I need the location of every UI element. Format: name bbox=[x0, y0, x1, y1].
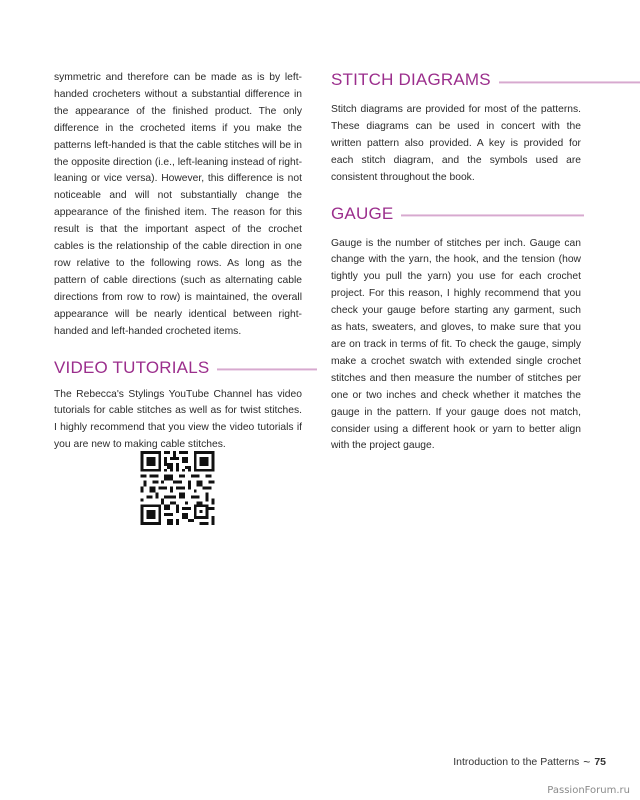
video-paragraph: The Rebecca's Stylings YouTube Channel has video tutorials for cable stitches as well as for twist stitches. I highly recommend that you view the video tutorials if you are new to making cable stitches. bbox=[54, 388, 302, 451]
page-number: 75 bbox=[594, 756, 606, 768]
video-tutorials-title: VIDEO TUTORIALS bbox=[54, 357, 210, 377]
heading-rule bbox=[401, 214, 584, 217]
gauge-title: GAUGE bbox=[331, 203, 394, 223]
video-tutorials-heading bbox=[54, 358, 302, 378]
watermark: PassionForum.ru bbox=[547, 785, 630, 796]
heading-rule bbox=[217, 368, 317, 371]
stitch-paragraph: Stitch diagrams are provided for most of the patterns. These diagrams can be used in concert with the written pattern also provided. A key is provided for each stitch diagram, and the symbols used are consistent throughout the book. bbox=[331, 104, 581, 183]
heading-rule bbox=[499, 81, 640, 84]
qr-code-icon[interactable] bbox=[139, 451, 216, 525]
gauge-paragraph: Gauge is the number of stitches per inch. Gauge can change with the yarn, the hook, and the tension (how tightly you pull the yarn) you use for each crochet project. For this reason, I highly recommend that you check your gauge before starting any garment, such as hats, sweaters, and gloves, to make sure that you are on track in terms of fit. To check the gauge, simply make a crochet swatch with extended single crochet stitches and then measure the number of stitches per one or two inches and check whether it matches the gauge in the pattern. If your gauge does not match, consider using a different hook or yarn to better align with the project gauge. bbox=[331, 237, 581, 452]
intro-paragraph: symmetric and therefore can be made as is by left-handed crocheters without a substantial difference in the appearance of the finished product. The only difference in the crocheted items if you make the patterns left-handed is that the cable stitches will be in the opposite direction (i.e., left-leaning instead of right-leaning or vice versa). However, this difference is not noticeable and will not substantially change the appearance of the finished item. The reason for this result is that the important aspect of the crochet cables is the relationship of the cable direction in one row relative to the following rows. As long as the pattern of cable directions (such as alternating cable directions from row to row) is maintained, the overall appearance will be nearly identical between right-handed and left-handed crocheted items. bbox=[54, 72, 302, 337]
footer-separator: ~ bbox=[583, 755, 591, 769]
right-column bbox=[331, 70, 581, 455]
page-footer bbox=[453, 755, 606, 769]
stitch-diagrams-heading bbox=[331, 70, 581, 90]
gauge-heading bbox=[331, 204, 581, 224]
left-column bbox=[54, 70, 302, 454]
footer-section: Introduction to the Patterns bbox=[453, 756, 580, 768]
stitch-diagrams-title: STITCH DIAGRAMS bbox=[331, 70, 491, 89]
